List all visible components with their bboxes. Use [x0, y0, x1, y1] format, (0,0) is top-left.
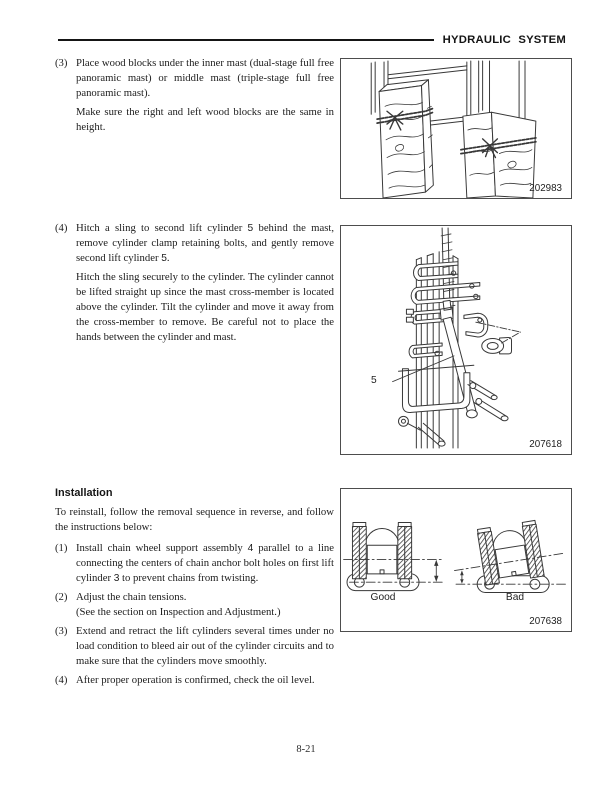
step-number: (4): [55, 674, 68, 686]
step-paragraph: Make sure the right and left wood blocks are the same in height.: [76, 106, 334, 133]
installation-section: [55, 486, 334, 688]
removal-step-4: [55, 221, 334, 345]
figure-wood-blocks: [340, 58, 572, 199]
step-text: Hitch a sling to second lift cylinder: [76, 222, 248, 234]
step-number: (2): [55, 591, 68, 603]
page-header: [58, 34, 566, 46]
step-text: parallel to a line connecting the centers of chain anchor bolt holes on first lift cylinder: [76, 542, 335, 584]
good-label: Good: [370, 592, 396, 603]
lift-cylinder-drawing: [341, 226, 571, 454]
callout-number-4: 4: [247, 543, 254, 554]
section-intro: To reinstall, follow the removal sequence in reverse, and follow the instructions below:: [55, 506, 334, 533]
step-text: Install chain wheel support assembly: [76, 542, 248, 554]
step-text: to prevent chains from twisting.: [119, 572, 259, 584]
bad-label: Bad: [505, 592, 525, 603]
wood-blocks-drawing: [341, 59, 571, 198]
step-text: behind the mast, remove cylinder clamp retaining bolts, and gently remove second lift cylinder: [76, 222, 334, 264]
installation-step-2: [55, 590, 334, 620]
step-line: (See the section on Inspection and Adjustment.): [76, 606, 281, 618]
step-number: (3): [55, 625, 68, 637]
page-number: 8-21: [296, 744, 316, 755]
callout-number-5: 5: [161, 253, 167, 264]
figure-number: 207618: [529, 439, 562, 450]
callout-number-5: 5: [247, 223, 254, 234]
step-paragraph: After proper operation is confirmed, check the oil level.: [76, 674, 315, 686]
section-heading: Installation: [55, 487, 113, 499]
step-line: Adjust the chain tensions.: [76, 591, 187, 603]
callout-number-3: 3: [113, 573, 120, 584]
removal-step-3: [55, 56, 334, 135]
step-paragraph: Hitch the sling securely to the cylinder. The cylinder cannot be lifted straight up since the mast cross-member is located above the cylinder. Tilt the cylinder and move it away from the cross-member to remove. Be careful not to place the hands between the cylinder and mast.: [76, 271, 334, 343]
header-rule: [58, 39, 434, 42]
step-paragraph: [76, 221, 334, 266]
step-text: .: [166, 252, 170, 264]
step-number: (1): [55, 542, 68, 554]
step-paragraph: Extend and retract the lift cylinders several times under no load condition to bleed air out of the cylinder circuits and to make sure that the cylinders move smoothly.: [76, 625, 334, 667]
step-number: (3): [55, 57, 68, 69]
figure-lift-cylinder-sling: [340, 225, 572, 455]
figure-chain-alignment: [340, 488, 572, 632]
installation-step-4: [55, 673, 334, 688]
installation-step-1: [55, 541, 334, 586]
chain-alignment-drawing: [341, 489, 571, 631]
step-paragraph: Place wood blocks under the inner mast (dual-stage full free panoramic mast) or middle mast (triple-stage full free panoramic mast).: [76, 57, 334, 99]
page-footer: [0, 744, 612, 755]
installation-step-3: [55, 624, 334, 669]
step-paragraph: [76, 541, 334, 586]
step-number: (4): [55, 222, 68, 234]
header-title: HYDRAULIC SYSTEM: [442, 34, 566, 46]
cylinder-callout-label: 5: [371, 375, 377, 386]
figure-number: 202983: [529, 183, 562, 194]
figure-number: 207638: [529, 616, 562, 627]
